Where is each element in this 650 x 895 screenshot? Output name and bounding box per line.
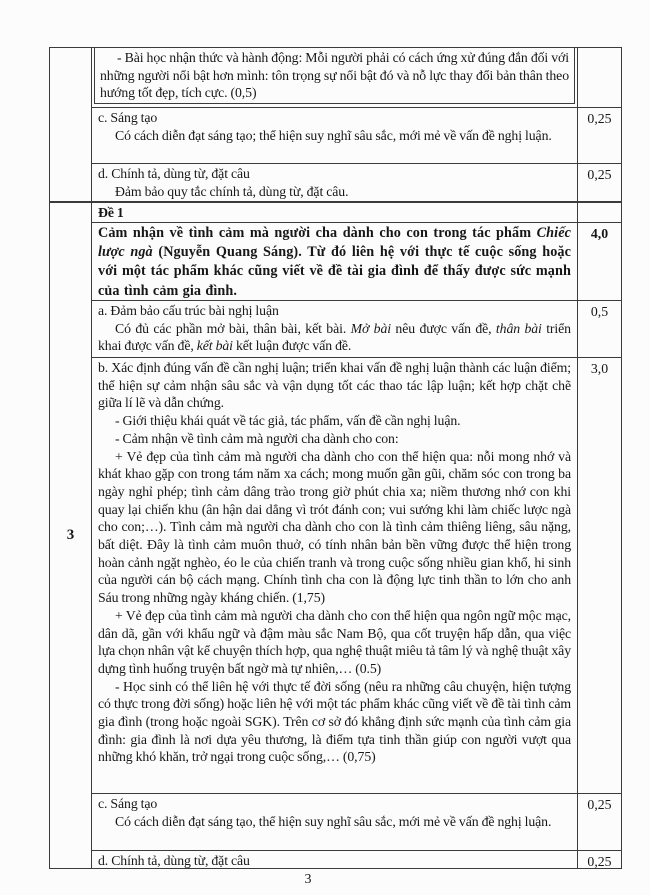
lesson-score-cell — [577, 48, 621, 107]
q2-spelling-content-cell — [92, 164, 577, 201]
q3-spelling-content-cell — [92, 851, 577, 868]
de1-header-row — [92, 203, 621, 222]
q3-creativity-score: 0,25 — [577, 794, 621, 850]
q3-spelling-row — [92, 850, 621, 868]
q2-creativity-row — [92, 107, 621, 163]
question2-rows — [92, 48, 621, 201]
task-statement — [98, 224, 571, 300]
question3-rows — [92, 203, 621, 868]
ket-bai-italic: kết bài — [196, 338, 233, 354]
structure-segment: Có đủ các phần mở bài, thân bài, kết bài. — [115, 320, 351, 336]
content-point-beauty1: + Vẻ đẹp của tình cảm mà người cha dành cho con thể hiện qua: nỗi mong nhớ và khát khao gặp con trong tám năm xa cách; mong muốn gần gũi, chăm sóc con trong ba ngày nghỉ phép; tình cảm dâng trào trong giờ phút chia xa; niềm thương nhớ con khi quay lại chiến khu (ân hận dai dẳng vì trót đánh con; vui sướng khi làm chiếc lược ngà cho con;…). Tình cảm mà người cha dành cho con là tình cảm thiêng liêng, sâu nặng, bất diệt. Đây là tình cảm muôn thuở, có tính nhân bản bền vững được thể hiện trong hoàn cảnh ngặt nghèo, éo le của chiến tranh và trong cuộc sống nhiều gian khổ, hi sinh của người cán bộ cách mạng. Chính tình cha con là động lực tinh thần to lớn cho anh Sáu trong những ngày kháng chiến. (1,75) — [98, 448, 571, 606]
q2-spelling-row — [92, 163, 621, 201]
structure-detail — [98, 320, 571, 355]
work-title-italic: Chiếc lược ngà — [98, 225, 571, 261]
q2-creativity-heading: c. Sáng tạo — [98, 110, 158, 125]
q2-spelling-detail: Đảm bảo quy tắc chính tả, dùng từ, đặt câu. — [115, 183, 349, 199]
nested-cell-box — [94, 48, 575, 104]
q2-creativity-score: 0,25 — [577, 108, 621, 163]
q2-creativity-detail: Có cách diễn đạt sáng tạo; thể hiện suy nghĩ sâu sắc, mới mẻ về vấn đề nghị luận. — [115, 127, 552, 143]
task-content-cell — [92, 223, 577, 300]
q2-spelling-score: 0,25 — [577, 164, 621, 201]
q3-creativity-heading: c. Sáng tạo — [98, 796, 158, 811]
q3-creativity-content-cell — [92, 794, 577, 850]
content-cell — [92, 358, 577, 793]
lesson-content-cell — [92, 48, 577, 107]
question2-section — [50, 48, 621, 201]
q2-spelling-heading: d. Chính tả, dùng từ, đặt câu — [98, 166, 250, 181]
de1-header: Đề 1 — [98, 205, 124, 220]
de1-content-cell — [92, 203, 577, 222]
task-row — [92, 222, 621, 300]
q2-creativity-content-cell — [92, 108, 577, 163]
content-score: 3,0 — [577, 358, 621, 793]
q3-spelling-heading: d. Chính tả, dùng từ, đặt câu — [98, 853, 250, 868]
lesson-row — [92, 48, 621, 107]
task-score: 4,0 — [577, 223, 621, 300]
de1-score-cell — [577, 203, 621, 222]
structure-heading: a. Đảm bảo cấu trúc bài nghị luận — [98, 303, 279, 318]
question3-section — [50, 201, 621, 868]
q3-spelling-score: 0,25 — [577, 851, 621, 868]
content-row — [92, 357, 621, 793]
grading-rubric-table — [49, 47, 622, 869]
structure-row — [92, 300, 621, 357]
mo-bai-italic: Mở bài — [350, 320, 392, 336]
content-point-beauty2: + Vẻ đẹp của tình cảm mà người cha dành cho con thể hiện qua ngôn ngữ mộc mạc, dân dã, gần với khẩu ngữ và đậm màu sắc Nam Bộ, qua cốt truyện hấp dẫn, qua việc lựa chọn nhân vật kể chuyện thích hợp, qua nghệ thuật miêu tả tâm lý và nghệ thuật xây dựng tình huống truyện bất ngờ mà tự nhiên,… (0.5) — [98, 607, 571, 676]
task-text-segment: (Nguyễn Quang Sáng). Từ đó liên hệ với thực tế cuộc sống hoặc với một tác phẩm khác cũng viết về đề tài gia đình để thấy được sức mạnh của tình cảm gia đình. — [98, 244, 571, 299]
content-item-intro: - Giới thiệu khái quát về tác giả, tác phẩm, vấn đề cần nghị luận. — [115, 413, 461, 429]
content-criteria: b. Xác định đúng vấn đề cần nghị luận; triển khai vấn đề nghị luận thành các luận điểm; thể hiện sự cảm nhận sâu sắc và vận dụng tốt các thao tác lập luận; kết hợp chặt chẽ giữa lí lẽ và dẫn chứng. — [98, 360, 571, 411]
content-item-connection: - Học sinh có thể liên hệ với thực tế đời sống (nêu ra những câu chuyện, hiện tượng có thực trong đời sống) hoặc liên hệ với một tác phẩm khác cũng viết về đề tài tình cảm gia đình (trong hoặc ngoài SGK). Trên cơ sở đó khẳng định sức mạnh của tình cảm gia đình: gia đình là nơi dựa yêu thương, là điểm tựa tinh thần giúp con người vượt qua những khó khăn, trở ngại trong cuộc sống,… (0,75) — [98, 678, 571, 765]
than-bai-italic: thân bài — [495, 320, 542, 336]
structure-segment: nêu được vấn đề, — [391, 320, 496, 336]
q3-creativity-row — [92, 793, 621, 850]
structure-content-cell — [92, 301, 577, 357]
structure-score: 0,5 — [577, 301, 621, 357]
lesson-text: - Bài học nhận thức và hành động: Mỗi người phải có cách ứng xử đúng đắn đối với những người nổi bật hơn mình: tôn trọng sự nổi bật đó và nỗ lực thay đổi bản thân theo hướng tốt đẹp, tích cực. (0,5) — [100, 50, 569, 101]
question2-number-cell — [50, 48, 92, 201]
structure-segment: triển khai được vấn đề, — [98, 320, 571, 354]
question3-number-cell: 3 — [50, 203, 92, 868]
structure-segment: kết luận được vấn đề. — [232, 338, 352, 354]
task-text-segment: Cảm nhận về tình cảm mà người cha dành cho con trong tác phẩm — [98, 225, 537, 241]
content-item-feeling: - Cảm nhận về tình cảm mà người cha dành cho con: — [115, 430, 399, 446]
page-number: 3 — [304, 872, 312, 887]
q3-creativity-detail: Có cách diễn đạt sáng tạo, thể hiện suy nghĩ sâu sắc, mới mẻ về vấn đề nghị luận. — [115, 813, 552, 829]
